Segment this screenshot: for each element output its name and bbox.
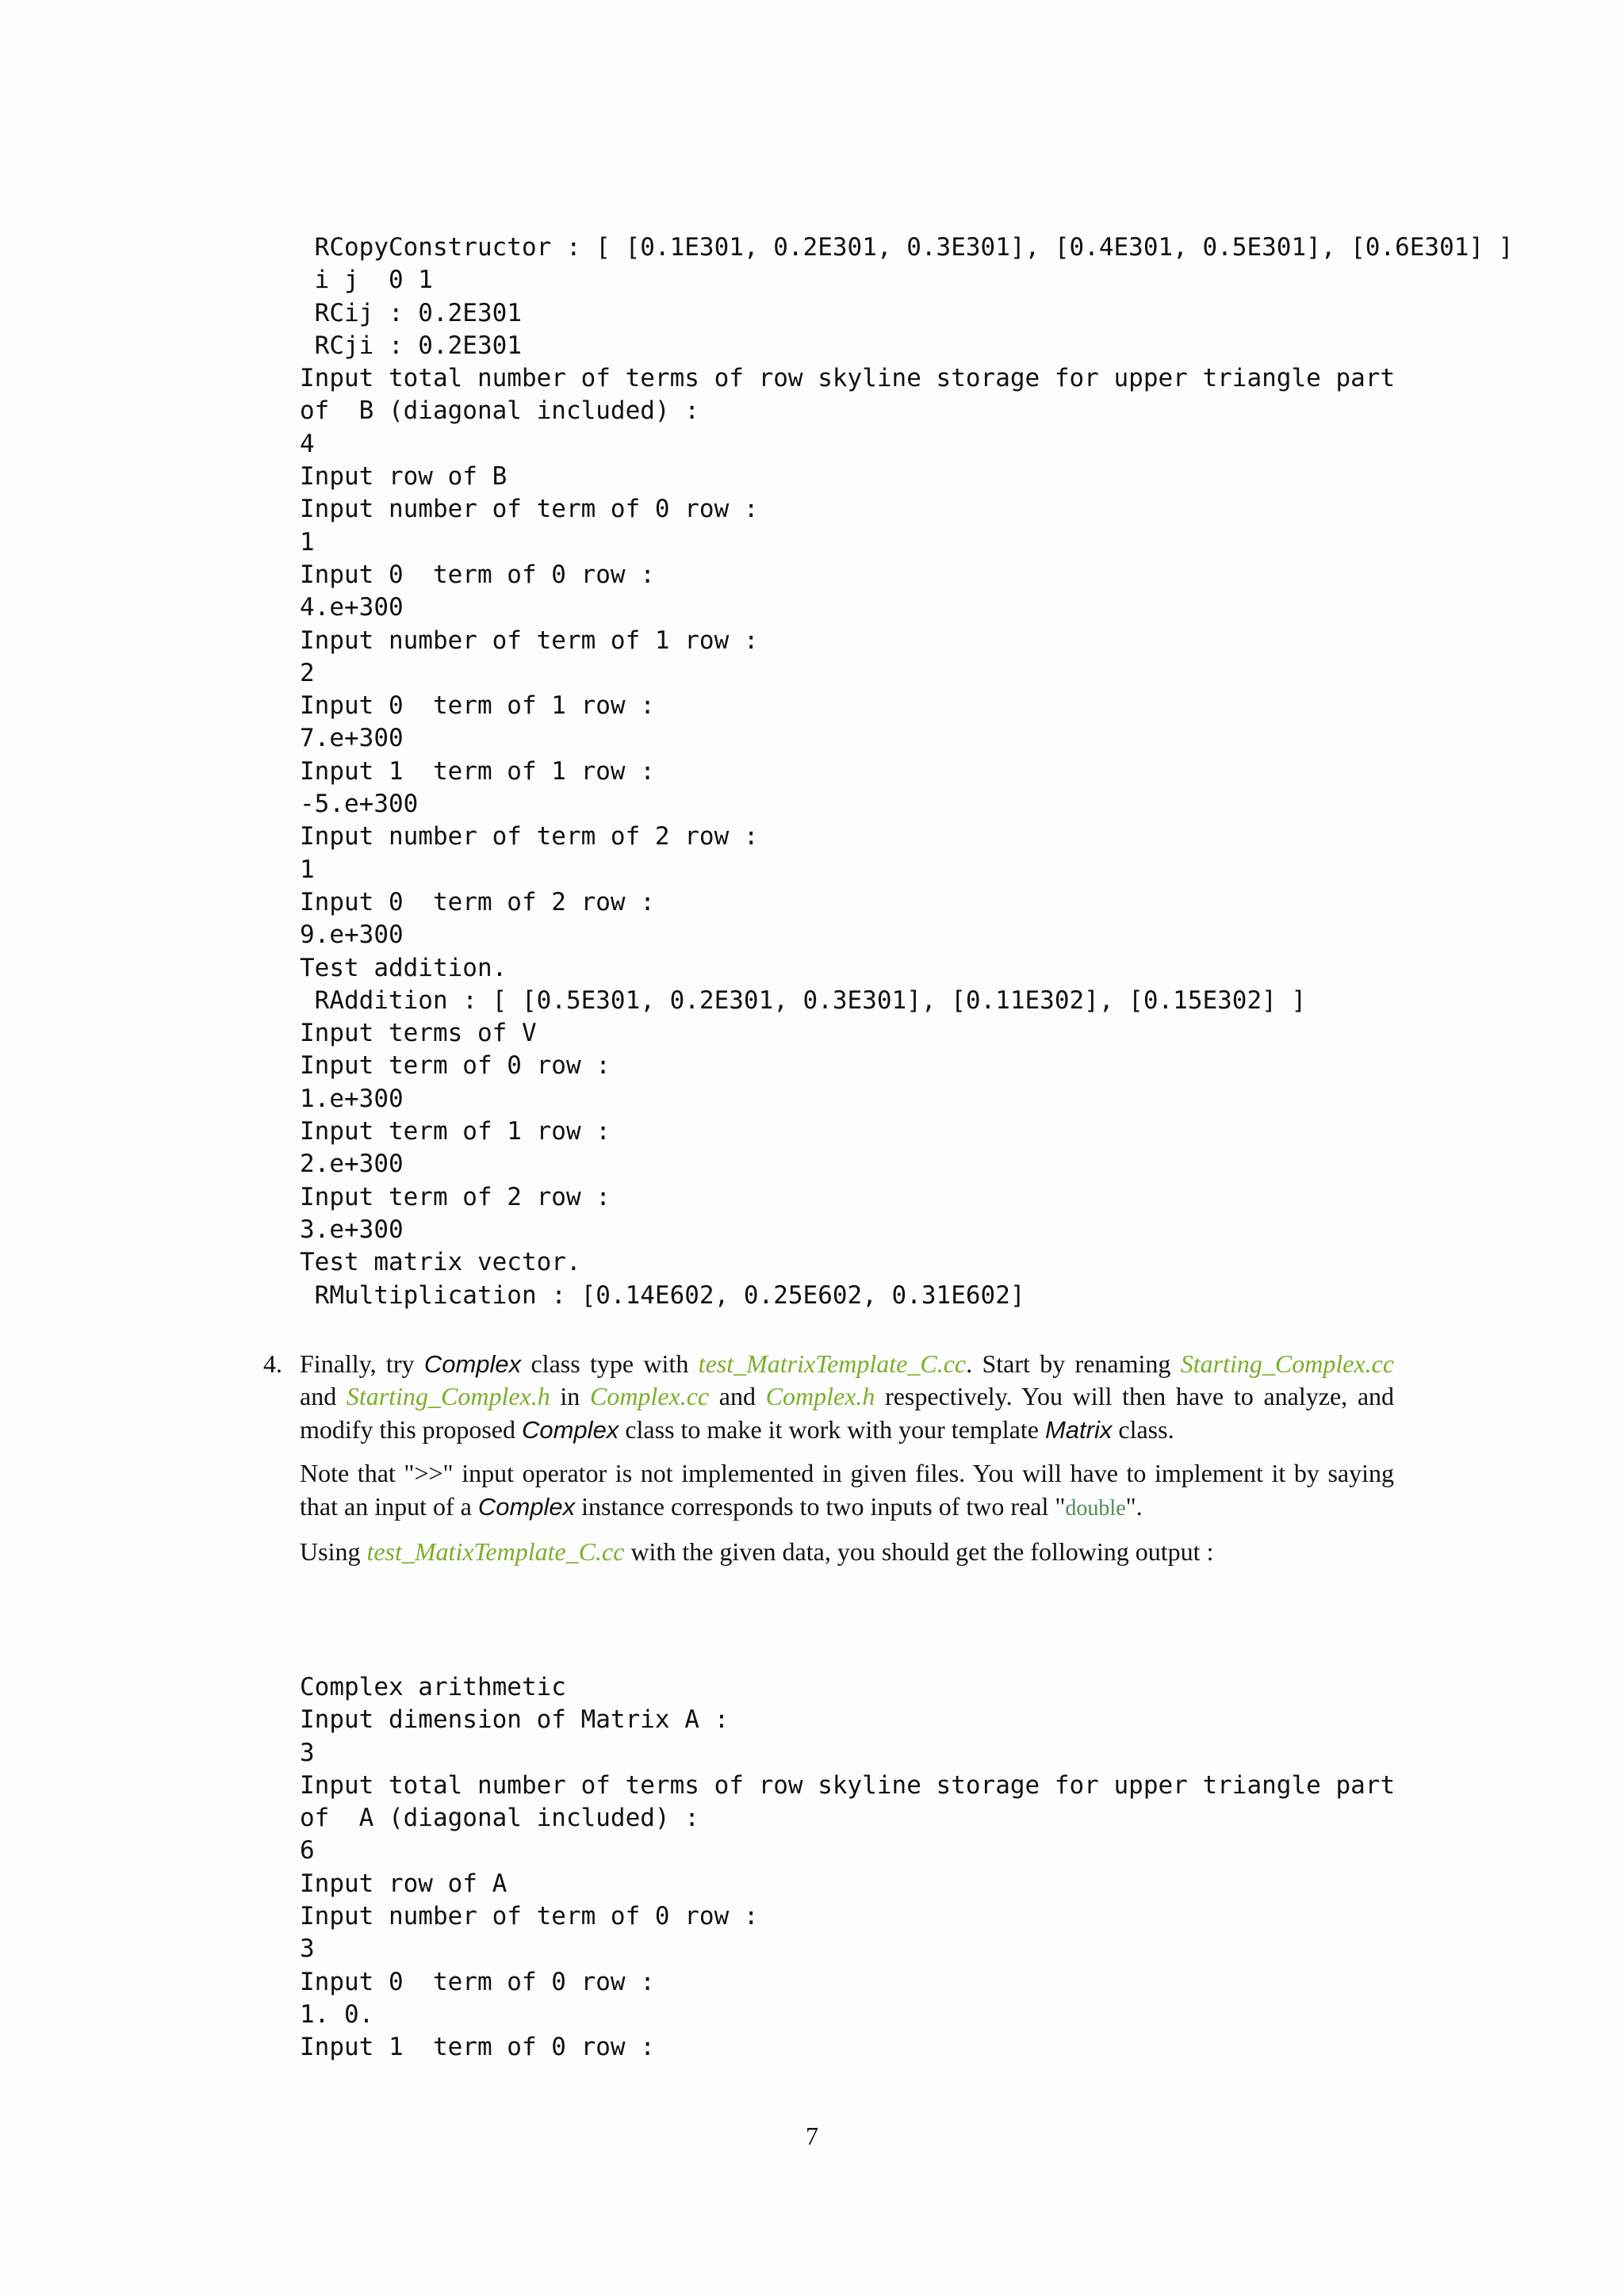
text: Note that ">>" input operator is not implemented in given files. You will have to implement it by saying that an input of a xyxy=(300,1459,1394,1521)
text: respectively. You will then have to analyze, and modify this proposed xyxy=(300,1382,1395,1444)
text: Using xyxy=(300,1537,367,1567)
code-line: 2.e+300 xyxy=(300,1150,404,1179)
code-line: 1.e+300 xyxy=(300,1084,404,1113)
code-line: 4 xyxy=(300,429,315,458)
text: in xyxy=(550,1382,590,1411)
class-name: Matrix xyxy=(1044,1415,1113,1444)
code-line: Test addition. xyxy=(300,953,508,982)
code-line: Input term of 1 row : xyxy=(300,1117,611,1146)
code-line: 6 xyxy=(300,1836,315,1866)
text: ". xyxy=(1125,1491,1143,1521)
code-line: Test matrix vector. xyxy=(300,1248,581,1277)
file-name-link[interactable]: test_MatixTemplate_C.cc xyxy=(366,1537,625,1567)
code-line: RCopyConstructor : [ [0.1E301, 0.2E301, 0.3E301], [0.4E301, 0.5E301], [0.6E301] ] xyxy=(300,233,1514,262)
text: and xyxy=(709,1382,766,1411)
code-line: i j 0 1 xyxy=(300,266,433,295)
code-line: 1 xyxy=(300,527,315,557)
text: instance corresponds to two inputs of two real " xyxy=(575,1491,1066,1521)
code-line: Input 1 term of 0 row : xyxy=(300,2033,655,2062)
code-line: 1 xyxy=(300,855,315,884)
code-line: Input terms of V xyxy=(300,1019,537,1048)
keyword: double xyxy=(1065,1495,1126,1521)
code-line: Input 0 term of 2 row : xyxy=(300,887,655,916)
code-line: 1. 0. xyxy=(300,1999,374,2029)
file-name-link[interactable]: Starting_Complex.cc xyxy=(1180,1349,1395,1378)
code-line: Input 0 term of 0 row : xyxy=(300,560,655,589)
file-name-link[interactable]: Complex.cc xyxy=(589,1382,710,1411)
list-item-number: 4. xyxy=(263,1349,282,1378)
file-name-link[interactable]: Starting_Complex.h xyxy=(346,1382,550,1411)
code-line: 9.e+300 xyxy=(300,920,404,950)
code-line: Input number of term of 1 row : xyxy=(300,626,759,655)
code-output-bottom xyxy=(300,1671,1568,2064)
text: and xyxy=(300,1382,347,1411)
paragraph-using xyxy=(300,1536,1394,1568)
code-line: of B (diagonal included) : xyxy=(300,396,699,426)
list-item-4 xyxy=(263,1348,1394,1568)
page-number: 7 xyxy=(806,2122,818,2150)
text: class type with xyxy=(521,1349,699,1378)
file-name-link[interactable]: test_MatrixTemplate_C.cc xyxy=(698,1349,967,1378)
code-line: Input term of 2 row : xyxy=(300,1182,611,1211)
class-name: Complex xyxy=(477,1492,576,1521)
code-line: 3 xyxy=(300,1934,315,1964)
code-line: Input 0 term of 1 row : xyxy=(300,691,655,721)
code-line: of A (diagonal included) : xyxy=(300,1804,699,1833)
text: Finally, try xyxy=(300,1349,424,1378)
code-line: RCji : 0.2E301 xyxy=(300,331,522,360)
code-line: RMultiplication : [0.14E602, 0.25E602, 0.31E602] xyxy=(300,1280,1025,1310)
text: with the given data, you should get the following output : xyxy=(624,1537,1214,1567)
code-line: RCij : 0.2E301 xyxy=(300,298,522,327)
paragraph-note xyxy=(300,1457,1394,1525)
file-name-link[interactable]: Complex.h xyxy=(765,1382,875,1411)
code-line: Input total number of terms of row skyline storage for upper triangle part xyxy=(300,364,1396,393)
class-name: Complex xyxy=(423,1350,522,1378)
code-line: Input row of A xyxy=(300,1869,508,1898)
code-line: 7.e+300 xyxy=(300,724,404,753)
code-output-top xyxy=(300,232,1568,1312)
code-line: Complex arithmetic xyxy=(300,1673,566,1701)
code-line: Input number of term of 2 row : xyxy=(300,822,759,851)
code-line: 4.e+300 xyxy=(300,593,404,622)
text: class. xyxy=(1112,1414,1174,1444)
code-line: RAddition : [ [0.5E301, 0.2E301, 0.3E301], [0.11E302], [0.15E302] ] xyxy=(300,985,1307,1015)
code-line: 2 xyxy=(300,658,315,687)
code-line: Input 1 term of 1 row : xyxy=(300,756,655,786)
class-name: Complex xyxy=(521,1415,619,1444)
code-line: Input dimension of Matrix A : xyxy=(300,1705,730,1735)
code-line: 3 xyxy=(300,1738,315,1767)
code-line: Input row of B xyxy=(300,462,508,492)
code-line: Input number of term of 0 row : xyxy=(300,495,759,524)
code-line: Input term of 0 row : xyxy=(300,1051,611,1081)
list-item-body xyxy=(300,1348,1394,1568)
text: class to make it work with your template xyxy=(619,1414,1045,1444)
code-line: Input total number of terms of row skyline storage for upper triangle part xyxy=(300,1770,1396,1800)
code-line: Input number of term of 0 row : xyxy=(300,1902,759,1931)
code-line: Input 0 term of 0 row : xyxy=(300,1967,655,1996)
text: . Start by renaming xyxy=(966,1349,1181,1378)
paragraph-instructions xyxy=(300,1348,1394,1446)
code-line: -5.e+300 xyxy=(300,790,419,819)
code-line: 3.e+300 xyxy=(300,1215,404,1244)
